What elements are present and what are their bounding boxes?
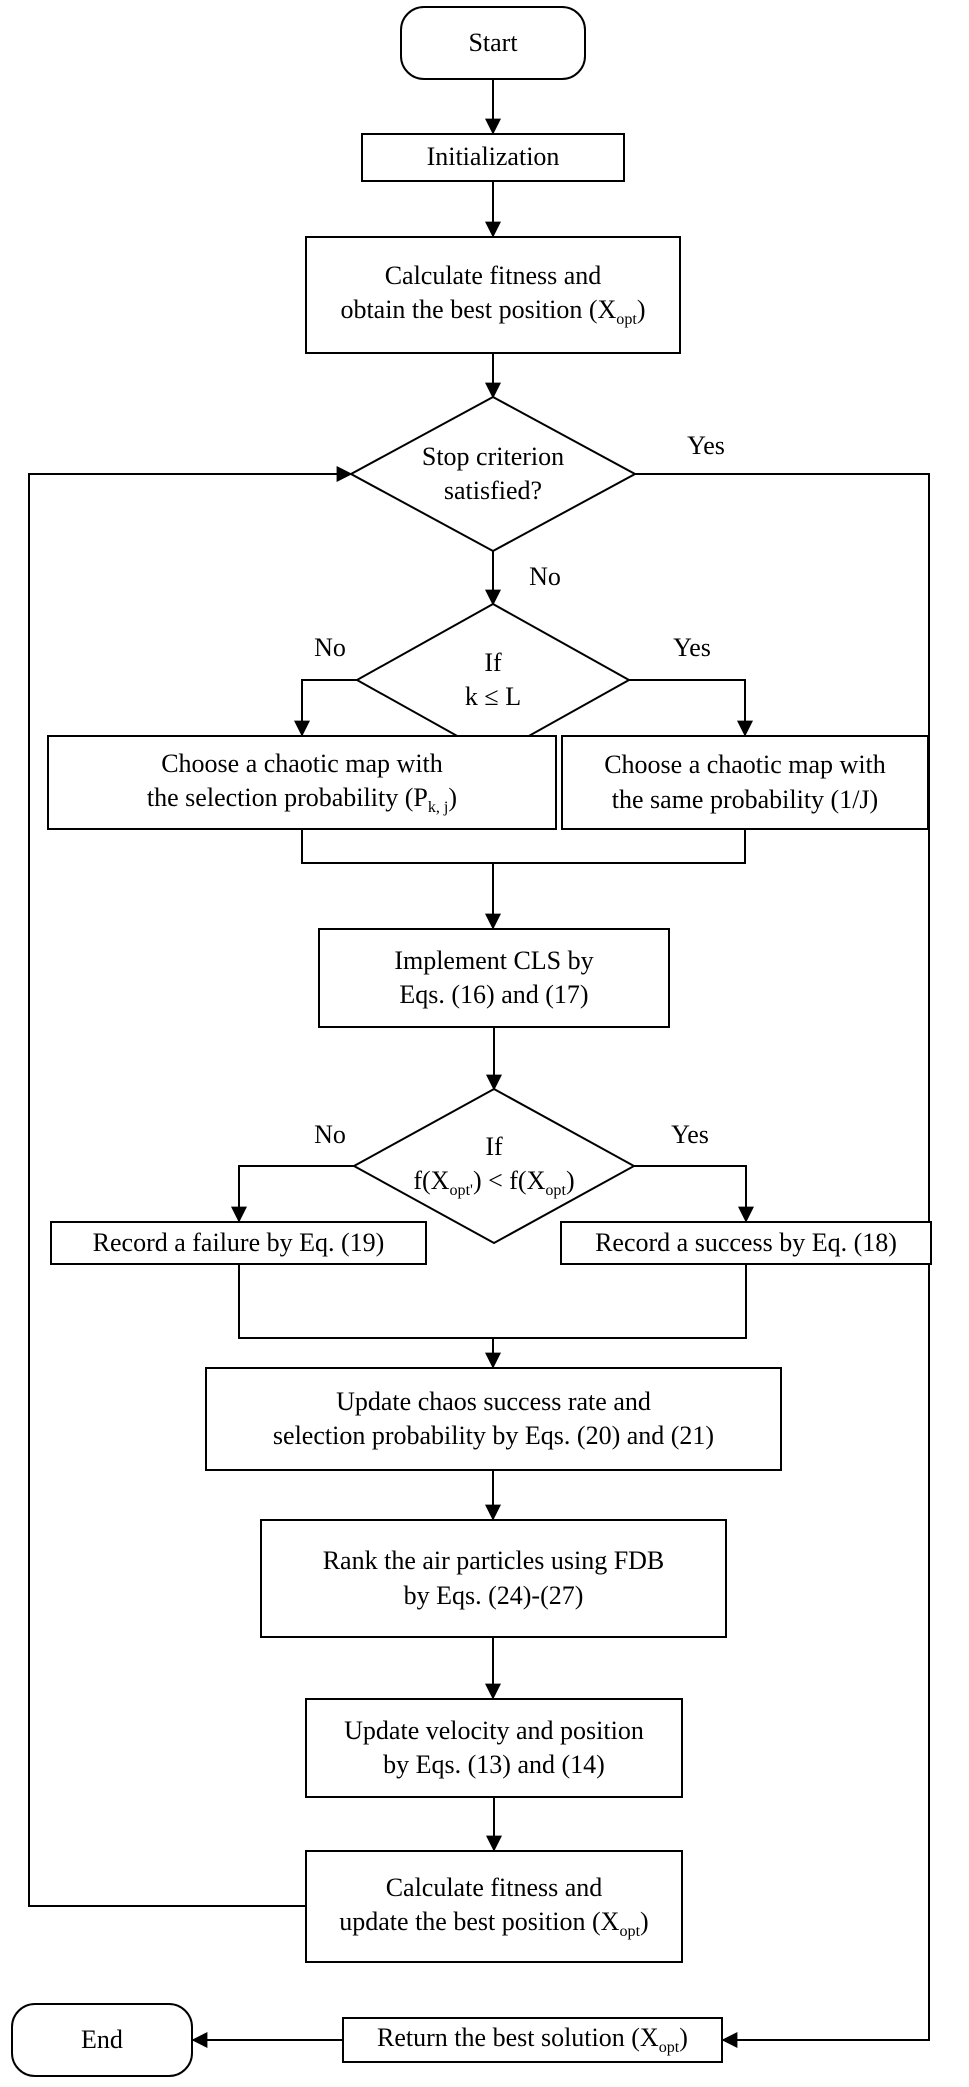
update-velocity-position-node: Update velocity and position by Eqs. (13) and (14): [305, 1698, 683, 1798]
calc-fitness-obtain-node: Calculate fitness and obtain the best position $(X_{opt})$: [305, 236, 681, 354]
record-success-node: Record a success by Eq. (18): [560, 1221, 932, 1265]
k-no-label: No: [314, 633, 346, 662]
stop-no-label: No: [529, 562, 561, 591]
end-node: End: [11, 2003, 193, 2077]
rank-particles-fdb-node: Rank the air particles using FDB by Eqs. (24)-(27): [260, 1519, 727, 1638]
update-chaos-rate-node: Update chaos success rate and selection probability by Eqs. (20) and (21): [205, 1367, 782, 1471]
initialization-node: Initialization: [361, 133, 625, 182]
return-best-solution-node: Return the best solution $(X_{opt})$: [342, 2017, 723, 2063]
edge-k-yes-branch: [629, 680, 745, 735]
edge-f-no-branch: [239, 1166, 354, 1221]
choose-selection-probability-node: Choose a chaotic map with the selection probability $(P_{k, j})$: [47, 735, 557, 830]
stop-criterion-label: Stop criterion satisfied?: [421, 441, 565, 505]
f-no-label: No: [314, 1120, 346, 1149]
calc-fitness-update-node: Calculate fitness and update the best position $(X_{opt})$: [305, 1850, 683, 1963]
edge-record-merge: [239, 1265, 746, 1338]
choose-same-probability-node: Choose a chaotic map with the same probability (1/J): [561, 735, 929, 830]
if-k-label: If k ≤ L: [464, 647, 522, 711]
implement-cls-node: Implement CLS by Eqs. (16) and (17): [318, 928, 670, 1028]
f-yes-label: Yes: [671, 1120, 709, 1149]
stop-yes-label: Yes: [687, 431, 725, 460]
edge-f-yes-branch: [634, 1166, 746, 1221]
k-yes-label: Yes: [673, 633, 711, 662]
start-node: Start: [400, 6, 586, 80]
if-f-label: If $f(X_{opt'}) < f(X_{opt})$: [413, 1132, 575, 1200]
edge-k-no-branch: [302, 680, 357, 735]
record-failure-node: Record a failure by Eq. (19): [50, 1221, 427, 1265]
edge-chaotic-merge: [302, 830, 745, 863]
